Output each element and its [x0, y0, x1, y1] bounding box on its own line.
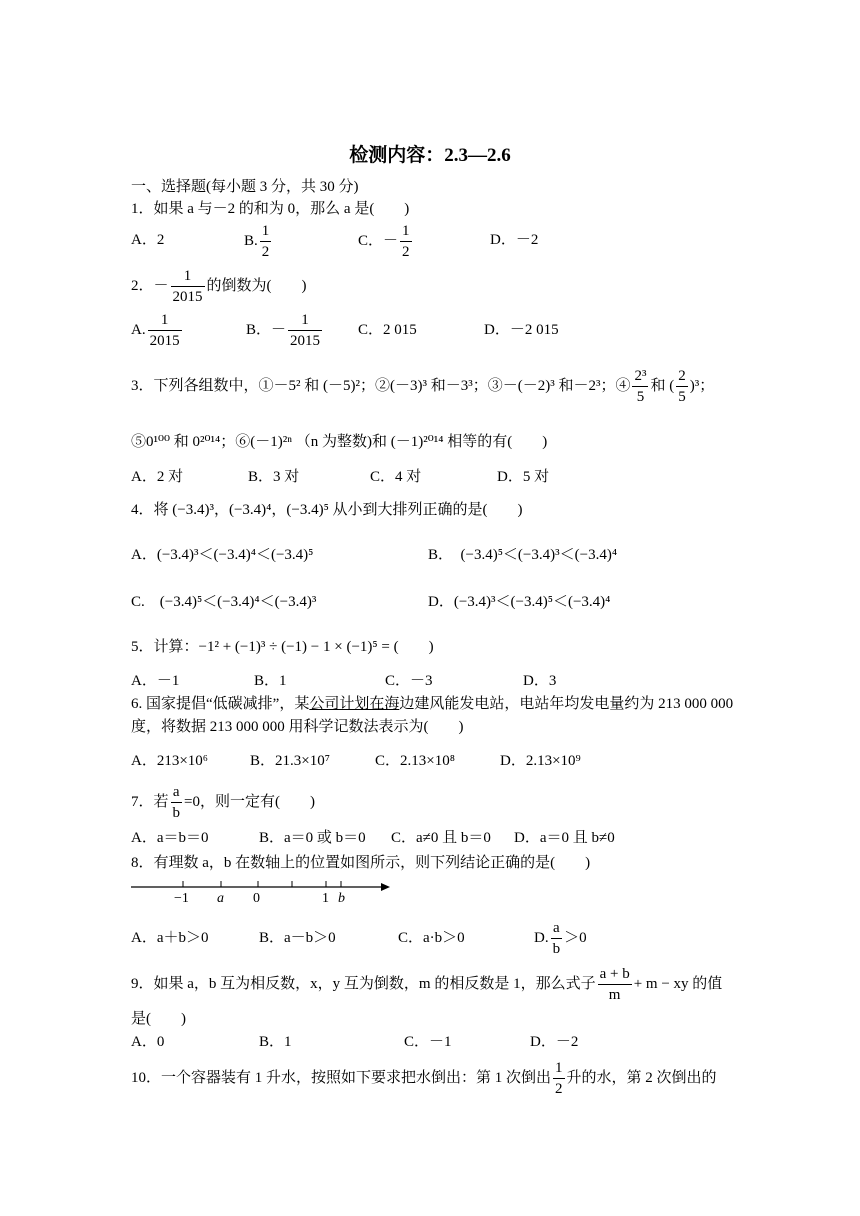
- q7-option-a: A．a＝b＝0: [131, 830, 209, 846]
- q7-fraction: $\frac{a}{b}$: [172, 784, 181, 821]
- q5-option-c: C．－3: [385, 673, 433, 689]
- q7-stem: 7．若 $\frac{a}{b}$ =0，则一定有( ): [131, 784, 315, 821]
- q8-option-a: A．a＋b＞0: [131, 930, 209, 946]
- q5-option-b: B．1: [254, 673, 287, 689]
- q6-option-c: C．2.13×10⁸: [375, 753, 455, 769]
- q7-option-b: B．a＝0 或 b＝0: [259, 830, 366, 846]
- section-heading: 一、选择题(每小题 3 分，共 30 分): [131, 179, 359, 195]
- q1-option-c-fraction: $\frac{1}{2}$: [402, 223, 410, 260]
- q2-option-a: A. $\frac{1}{2015}$: [131, 312, 180, 349]
- q8-option-d: D. $\frac{a}{b}$ ＞0: [534, 920, 587, 957]
- q9-option-d: D．－2: [530, 1034, 579, 1050]
- q3-frac-2: $\frac{2}{5}$: [678, 368, 686, 405]
- q1-option-a: A．2: [131, 232, 165, 248]
- q4-option-d: D．(−3.4)³＜(−3.4)⁵＜(−3.4)⁴: [428, 594, 611, 610]
- q7-option-d: D．a＝0 且 b≠0: [514, 830, 615, 846]
- q1-option-b-label: B.: [244, 232, 258, 249]
- q6-line1: 6. 国家提倡“低碳减排”，某公司计划在海边建风能发电站，电站年均发电量约为 213 000 000: [131, 696, 734, 712]
- number-line-label-a: a: [217, 891, 224, 906]
- q1-option-b-fraction: $\frac{1}{2}$: [261, 223, 270, 260]
- q2-option-d: D．－2 015: [484, 322, 559, 338]
- q5-option-a: A．－1: [131, 673, 180, 689]
- q5-stem: 5．计算：−1² + (−1)³ ÷ (−1) − 1 × (−1)⁵ = ( ): [131, 639, 434, 655]
- q9-option-c: C．－1: [404, 1034, 452, 1050]
- q1-option-c-label: C．－: [358, 232, 399, 249]
- q8-option-c: C．a·b＞0: [398, 930, 465, 946]
- q3-option-a: A．2 对: [131, 469, 184, 485]
- q10-fraction: $\frac{1}{2}$: [555, 1060, 563, 1097]
- q3-frac-1: $\frac{\text{2³}}{5}$: [634, 368, 647, 405]
- q3-option-d: D．5 对: [497, 469, 550, 485]
- q4-option-b: B． (−3.4)⁵＜(−3.4)³＜(−3.4)⁴: [428, 547, 618, 563]
- q2-option-b: B．－ $\frac{1}{2015}$: [246, 312, 321, 349]
- q4-option-c: C. (−3.4)⁵＜(−3.4)⁴＜(−3.4)³: [131, 594, 317, 610]
- q2-option-c: C．2 015: [358, 322, 417, 338]
- q6-option-a: A．213×10⁶: [131, 753, 209, 769]
- q8-stem: 8．有理数 a，b 在数轴上的位置如图所示，则下列结论正确的是( ): [131, 855, 591, 871]
- q1-option-d: D．－2: [490, 232, 539, 248]
- q1-option-c: [358, 221, 414, 262]
- q9-option-a: A．0: [131, 1034, 165, 1050]
- q2-stem-fraction: $\frac{1}{2015}$: [172, 268, 203, 305]
- q9-line1: 9．如果 a，b 互为相反数，x，y 互为倒数，m 的相反数是 1，那么式子 $\frac{a + b}{m}$ + m − xy 的值: [131, 966, 723, 1003]
- number-line-label-0: 0: [253, 891, 260, 906]
- number-line-label-neg1: −1: [174, 891, 189, 906]
- q1-stem: 1．如果 a 与－2 的和为 0，那么 a 是( ): [131, 201, 410, 217]
- q1-option-b: [244, 221, 273, 262]
- q9-line2: 是( ): [131, 1011, 186, 1027]
- q9-option-b: B．1: [259, 1034, 292, 1050]
- number-line-label-1: 1: [322, 891, 329, 906]
- q8-option-d-fraction: $\frac{a}{b}$: [552, 920, 561, 957]
- q6-line2: 度，将数据 213 000 000 用科学记数法表示为( ): [131, 719, 464, 735]
- q2-option-a-fraction: $\frac{1}{2015}$: [149, 312, 180, 349]
- q4-option-a: A．(−3.4)³＜(−3.4)⁴＜(−3.4)⁵: [131, 547, 314, 563]
- q3-line2: ⑤0¹⁰⁰ 和 0²⁰¹⁴；⑥(－1)²ⁿ （n 为整数)和 (－1)²⁰¹⁴ 相等的有( ): [131, 434, 548, 450]
- q8-option-b: B．a－b＞0: [259, 930, 336, 946]
- q3-line1: 3．下列各组数中，①－5² 和 (－5)²；②(－3)³ 和－3³；③－(－2)³ 和－2³；④ $\frac{\text{2³}}{5}$ 和 ( $\frac{2}{5}$ )³；: [131, 368, 715, 405]
- q9-fraction: $\frac{a + b}{m}$: [599, 966, 630, 1003]
- number-line: [131, 878, 391, 910]
- q3-option-b: B．3 对: [248, 469, 300, 485]
- q10-line1: 10．一个容器装有 1 升水，按照如下要求把水倒出：第 1 次倒出 $\frac{1}{2}$ 升的水，第 2 次倒出的: [131, 1060, 717, 1097]
- q5-option-d: D．3: [523, 673, 557, 689]
- q4-stem: 4．将 (−3.4)³，(−3.4)⁴，(−3.4)⁵ 从小到大排列正确的是( ): [131, 502, 523, 518]
- q7-option-c: C．a≠0 且 b＝0: [391, 830, 491, 846]
- q2-stem: 2．－ $\frac{1}{2015}$ 的倒数为( ): [131, 268, 307, 305]
- q2-option-b-fraction: $\frac{1}{2015}$: [290, 312, 321, 349]
- q3-option-c: C．4 对: [370, 469, 422, 485]
- number-line-label-b: b: [338, 891, 345, 906]
- page-title: 检测内容：2.3—2.6: [349, 145, 511, 166]
- q6-option-b: B．21.3×10⁷: [250, 753, 330, 769]
- q6-option-d: D．2.13×10⁹: [500, 753, 581, 769]
